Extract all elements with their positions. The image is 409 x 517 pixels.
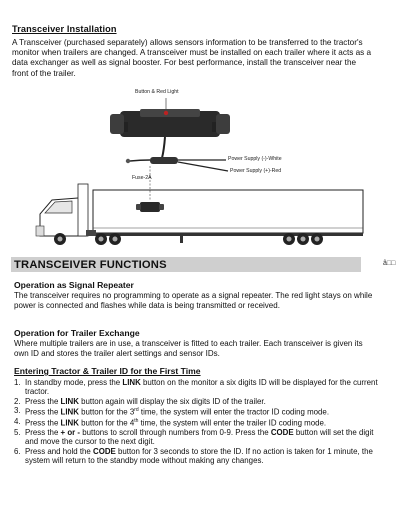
power-positive-label: Power Supply (+)-Red	[230, 168, 282, 174]
step-item: 4. Press the LINK button for the 4th time, the system will enter the trailer ID coding mode.	[14, 417, 327, 428]
transceiver-device-image	[110, 109, 230, 171]
truck-trailer-illustration	[0, 166, 409, 246]
entry-steps-list	[14, 378, 382, 465]
step-item: 5. Press the + or - buttons to scroll through numbers from 0-9. Press the CODE button will set the digit and move the cursor to the next digit.	[14, 427, 374, 447]
exchange-text: Where multiple trailers are in use, a transceiver is fitted to each trailer. Each transceiver is given its own ID and stores the trailer alert settings and sensor IDs.	[14, 339, 363, 358]
entry-heading: Entering Tractor & Trailer ID for the First Time	[14, 366, 201, 376]
repeater-text: The transceiver requires no programming to operate as a signal repeater. The red light stays on while power is connected and flashes while data is being transmitted or received.	[14, 291, 373, 310]
step-item: 2. Press the LINK button again will display the six digits ID of the trailer.	[14, 396, 266, 406]
stray-glyph: â□□	[383, 260, 396, 267]
step-item: 6. Press and hold the CODE button for 3 seconds to store the ID. If no action is taken for 1 minute, the system will return to the standby mode without making any changes.	[14, 446, 373, 465]
step-item: 1. In standby mode, press the LINK button on the monitor a six digits ID will be displayed for the current tractor.	[14, 378, 378, 397]
installation-paragraph: A Transceiver (purchased separately) allows sensors information to be transferred to the tractor's monitor when trailers are changed. A transceiver must be installed on each trailer where it acts as a data exchanger as well as signal booster. For best performance, install the transceiver near the front of the trailer.	[12, 38, 372, 78]
transceiver-diagram	[0, 0, 409, 255]
power-negative-label: Power Supply (-)-White	[228, 156, 282, 162]
step-item: 3. Press the LINK button for the 3rd time, the system will enter the tractor ID coding mode.	[14, 406, 330, 417]
installation-title: Transceiver Installation	[12, 24, 117, 34]
functions-title: TRANSCEIVER FUNCTIONS	[14, 259, 167, 271]
button-red-light-label: Button & Red Light	[135, 89, 179, 95]
fuse-label: Fuse-2A	[132, 175, 152, 181]
repeater-heading: Operation as Signal Repeater	[14, 280, 134, 290]
exchange-heading: Operation for Trailer Exchange	[14, 328, 140, 338]
